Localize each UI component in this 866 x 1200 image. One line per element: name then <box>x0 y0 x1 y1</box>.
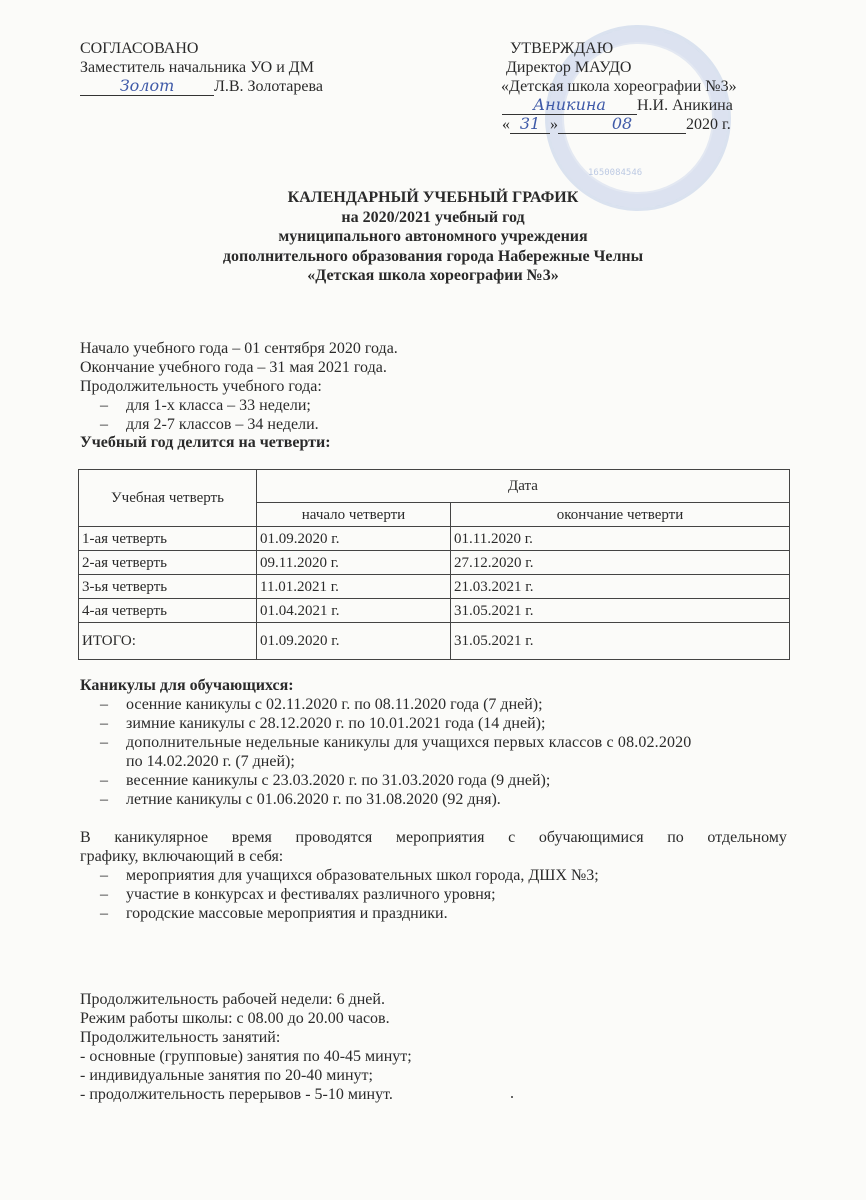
approval-right-position: Директор МАУДО <box>506 59 632 76</box>
table-total-row <box>79 623 790 660</box>
quarter-cell: 2-ая четверть <box>79 551 257 575</box>
holidays-heading: Каникулы для обучающихся: <box>80 677 294 694</box>
approval-left-name: Л.В. Золотарева <box>214 78 323 95</box>
table-row <box>79 575 790 599</box>
start-cell: 09.11.2020 г. <box>257 551 451 575</box>
quarter-cell: 3-ья четверть <box>79 575 257 599</box>
start-cell: 11.01.2021 г. <box>257 575 451 599</box>
date-month: 08 <box>611 114 633 133</box>
quarter-cell: ИТОГО: <box>79 623 257 660</box>
start-cell: 01.09.2020 г. <box>257 623 451 660</box>
signature-field <box>80 76 214 96</box>
table-header-row <box>79 470 790 503</box>
start-cell: 01.04.2021 г. <box>257 599 451 623</box>
list-item: – участие в конкурсах и фестивалях различного уровня; <box>100 886 496 903</box>
end-cell: 27.12.2020 г. <box>451 551 790 575</box>
approval-left-heading: СОГЛАСОВАНО <box>80 40 199 57</box>
column-header: начало четверти <box>257 503 451 527</box>
approval-left-signature-line <box>80 77 323 96</box>
year-end: Окончание учебного года – 31 мая 2021 года. <box>80 359 387 376</box>
title-line-5: «Детская школа хореографии №3» <box>307 267 559 284</box>
date-day: 31 <box>519 114 541 133</box>
end-cell: 31.05.2021 г. <box>451 623 790 660</box>
lesson-item: - продолжительность перерывов - 5-10 минут. <box>80 1086 393 1103</box>
stamp-number: 1650084546 <box>588 168 643 178</box>
signature-field <box>502 95 637 115</box>
quarters-heading: Учебный год делится на четверти: <box>80 434 331 451</box>
end-cell: 01.11.2020 г. <box>451 527 790 551</box>
date-day-field <box>510 114 550 134</box>
approval-date-line: « 31 » 08 2020 г. <box>502 114 731 133</box>
list-item: – зимние каникулы с 28.12.2020 г. по 10.01.2021 года (14 дней); <box>100 715 546 732</box>
title-line-2: на 2020/2021 учебный год <box>341 208 525 226</box>
activities-paragraph-line-2: графику, включающий в себя: <box>80 848 284 865</box>
column-header: Учебная четверть <box>79 470 257 527</box>
list-item: – дополнительные недельные каникулы для учащихся первых классов с 08.02.2020 <box>100 734 692 751</box>
table-row <box>79 527 790 551</box>
approval-right-organization: «Детская школа хореографии №3» <box>501 78 737 95</box>
title-line-3: муниципального автономного учреждения <box>278 228 588 245</box>
approval-right-heading: УТВЕРЖДАЮ <box>510 40 614 57</box>
list-item: – летние каникулы с 01.06.2020 г. по 31.08.2020 (92 дня). <box>100 791 501 808</box>
list-item: – осенние каникулы с 02.11.2020 г. по 08.11.2020 года (7 дней); <box>100 696 543 713</box>
list-item: – городские массовые мероприятия и праздники. <box>100 905 448 922</box>
lesson-item: - основные (групповые) занятия по 40-45 минут; <box>80 1048 412 1065</box>
activities-paragraph-line-1: В каникулярное время проводятся мероприятия с обучающимися по отдельному <box>80 829 787 846</box>
year-start: Начало учебного года – 01 сентября 2020 года. <box>80 340 398 357</box>
table-row <box>79 599 790 623</box>
lessons-label: Продолжительность занятий: <box>80 1029 281 1046</box>
list-item: – для 1-х класса – 33 недели; <box>100 397 311 414</box>
end-cell: 31.05.2021 г. <box>451 599 790 623</box>
work-week: Продолжительность рабочей недели: 6 дней. <box>80 991 385 1008</box>
lesson-item: - индивидуальные занятия по 20-40 минут; <box>80 1067 373 1084</box>
list-item: – весенние каникулы с 23.03.2020 г. по 31.03.2020 года (9 дней); <box>100 772 551 789</box>
school-hours: Режим работы школы: с 08.00 до 20.00 часов. <box>80 1010 390 1027</box>
approval-right-name: Н.И. Аникина <box>637 97 733 114</box>
start-cell: 01.09.2020 г. <box>257 527 451 551</box>
column-header: окончание четверти <box>451 503 790 527</box>
list-item-continuation: по 14.02.2020 г. (7 дней); <box>126 753 295 770</box>
list-item: – для 2-7 классов – 34 недели. <box>100 416 319 433</box>
signature-left: Золот <box>119 76 175 95</box>
table-row <box>79 551 790 575</box>
document-title <box>0 188 866 286</box>
end-cell: 21.03.2021 г. <box>451 575 790 599</box>
title-line-4: дополнительного образования города Набережные Челны <box>222 247 644 265</box>
quarter-cell: 1-ая четверть <box>79 527 257 551</box>
scan-speck <box>511 1096 513 1098</box>
date-year: 2020 г. <box>686 116 731 133</box>
approval-right-signature-line <box>502 96 733 115</box>
title-line-1: КАЛЕНДАРНЫЙ УЧЕБНЫЙ ГРАФИК <box>287 189 579 206</box>
list-item: – мероприятия для учащихся образовательных школ города, ДШХ №3; <box>100 867 599 884</box>
quarter-cell: 4-ая четверть <box>79 599 257 623</box>
approval-left-position: Заместитель начальника УО и ДМ <box>80 59 314 76</box>
column-header: Дата <box>257 470 790 503</box>
signature-right: Аникина <box>533 95 606 114</box>
duration-label: Продолжительность учебного года: <box>80 378 322 395</box>
quarters-table <box>78 469 790 660</box>
